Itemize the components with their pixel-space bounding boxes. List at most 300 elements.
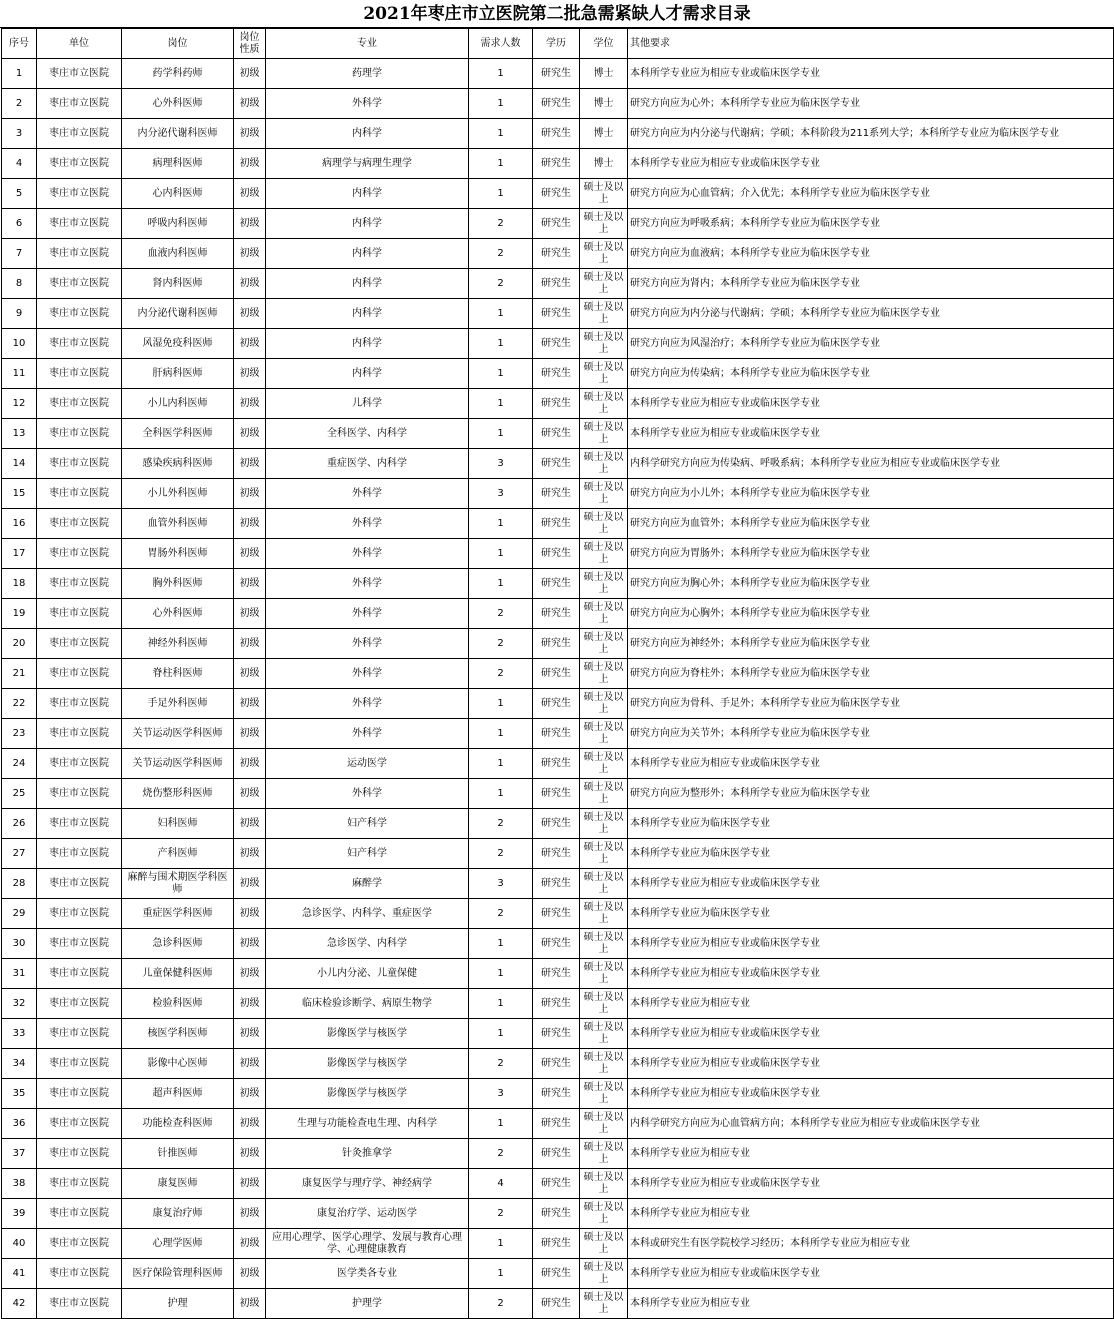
major-cell: 内科学 [266, 119, 469, 149]
seq-cell: 23 [2, 719, 37, 749]
position-cell: 功能检查科医师 [122, 1109, 234, 1139]
education-cell: 研究生 [533, 1109, 580, 1139]
degree-cell: 硕士及以上 [580, 1139, 628, 1169]
unit-cell: 枣庄市立医院 [37, 869, 122, 899]
requirement-cell: 本科所学专业应为相应专业或临床医学专业 [628, 419, 1114, 449]
position-cell: 康复治疗师 [122, 1199, 234, 1229]
major-cell: 外科学 [266, 719, 469, 749]
table-row [2, 59, 1114, 89]
seq-cell: 24 [2, 749, 37, 779]
education-cell: 研究生 [533, 1289, 580, 1319]
unit-cell: 枣庄市立医院 [37, 1199, 122, 1229]
table-row [2, 1199, 1114, 1229]
requirement-cell: 研究方向应为心血管病；介入优先；本科所学专业应为临床医学专业 [628, 179, 1114, 209]
table-row [2, 659, 1114, 689]
header-cell: 专业 [266, 29, 469, 59]
degree-cell: 博士 [580, 59, 628, 89]
position-cell: 产科医师 [122, 839, 234, 869]
seq-cell: 5 [2, 179, 37, 209]
education-cell: 研究生 [533, 1169, 580, 1199]
education-cell: 研究生 [533, 659, 580, 689]
nature-cell: 初级 [234, 359, 266, 389]
unit-cell: 枣庄市立医院 [37, 59, 122, 89]
nature-cell: 初级 [234, 269, 266, 299]
education-cell: 研究生 [533, 449, 580, 479]
requirement-cell: 研究方向应为脊柱外；本科所学专业应为临床医学专业 [628, 659, 1114, 689]
count-cell: 2 [469, 599, 533, 629]
unit-cell: 枣庄市立医院 [37, 1289, 122, 1319]
requirement-cell: 研究方向应为内分泌与代谢病；学硕；本科所学专业应为临床医学专业 [628, 299, 1114, 329]
nature-cell: 初级 [234, 749, 266, 779]
nature-cell: 初级 [234, 719, 266, 749]
degree-cell: 硕士及以上 [580, 1019, 628, 1049]
seq-cell: 20 [2, 629, 37, 659]
count-cell: 3 [469, 1079, 533, 1109]
major-cell: 妇产科学 [266, 839, 469, 869]
major-cell: 影像医学与核医学 [266, 1079, 469, 1109]
table-row [2, 749, 1114, 779]
major-cell: 护理学 [266, 1289, 469, 1319]
unit-cell: 枣庄市立医院 [37, 209, 122, 239]
degree-cell: 硕士及以上 [580, 1229, 628, 1259]
unit-cell: 枣庄市立医院 [37, 959, 122, 989]
count-cell: 1 [469, 299, 533, 329]
education-cell: 研究生 [533, 299, 580, 329]
major-cell: 外科学 [266, 689, 469, 719]
major-cell: 内科学 [266, 299, 469, 329]
major-cell: 内科学 [266, 329, 469, 359]
degree-cell: 硕士及以上 [580, 1109, 628, 1139]
degree-cell: 硕士及以上 [580, 449, 628, 479]
unit-cell: 枣庄市立医院 [37, 1109, 122, 1139]
seq-cell: 30 [2, 929, 37, 959]
position-cell: 手足外科医师 [122, 689, 234, 719]
degree-cell: 硕士及以上 [580, 899, 628, 929]
table-row [2, 1169, 1114, 1199]
degree-cell: 硕士及以上 [580, 1079, 628, 1109]
table-row [2, 839, 1114, 869]
count-cell: 3 [469, 479, 533, 509]
major-cell: 影像医学与核医学 [266, 1049, 469, 1079]
table-row [2, 359, 1114, 389]
requirement-cell: 研究方向应为肾内；本科所学专业应为临床医学专业 [628, 269, 1114, 299]
count-cell: 1 [469, 509, 533, 539]
major-cell: 外科学 [266, 659, 469, 689]
table-row [2, 119, 1114, 149]
education-cell: 研究生 [533, 899, 580, 929]
requirement-cell: 内科学研究方向应为传染病、呼吸系病；本科所学专业应为相应专业或临床医学专业 [628, 449, 1114, 479]
header-row [2, 29, 1114, 59]
degree-cell: 硕士及以上 [580, 1169, 628, 1199]
position-cell: 胃肠外科医师 [122, 539, 234, 569]
requirement-cell: 本科所学专业应为临床医学专业 [628, 839, 1114, 869]
major-cell: 外科学 [266, 599, 469, 629]
seq-cell: 29 [2, 899, 37, 929]
header-cell: 岗位性质 [234, 29, 266, 59]
unit-cell: 枣庄市立医院 [37, 299, 122, 329]
seq-cell: 21 [2, 659, 37, 689]
unit-cell: 枣庄市立医院 [37, 1169, 122, 1199]
seq-cell: 19 [2, 599, 37, 629]
unit-cell: 枣庄市立医院 [37, 119, 122, 149]
requirement-cell: 研究方向应为呼吸系病；本科所学专业应为临床医学专业 [628, 209, 1114, 239]
requirement-cell: 研究方向应为内分泌与代谢病；学硕；本科阶段为211系列大学；本科所学专业应为临床医学专业 [628, 119, 1114, 149]
requirement-cell: 研究方向应为风湿治疗；本科所学专业应为临床医学专业 [628, 329, 1114, 359]
requirement-cell: 研究方向应为小儿外；本科所学专业应为临床医学专业 [628, 479, 1114, 509]
position-cell: 血管外科医师 [122, 509, 234, 539]
header-cell: 需求人数 [469, 29, 533, 59]
position-cell: 感染疾病科医师 [122, 449, 234, 479]
major-cell: 儿科学 [266, 389, 469, 419]
unit-cell: 枣庄市立医院 [37, 149, 122, 179]
position-cell: 核医学科医师 [122, 1019, 234, 1049]
unit-cell: 枣庄市立医院 [37, 809, 122, 839]
nature-cell: 初级 [234, 899, 266, 929]
requirement-cell: 本科所学专业应为相应专业或临床医学专业 [628, 1049, 1114, 1079]
unit-cell: 枣庄市立医院 [37, 539, 122, 569]
nature-cell: 初级 [234, 1019, 266, 1049]
unit-cell: 枣庄市立医院 [37, 629, 122, 659]
seq-cell: 27 [2, 839, 37, 869]
unit-cell: 枣庄市立医院 [37, 659, 122, 689]
nature-cell: 初级 [234, 239, 266, 269]
requirement-cell: 本科所学专业应为相应专业 [628, 1199, 1114, 1229]
nature-cell: 初级 [234, 89, 266, 119]
degree-cell: 硕士及以上 [580, 749, 628, 779]
requirement-cell: 研究方向应为整形外；本科所学专业应为临床医学专业 [628, 779, 1114, 809]
degree-cell: 硕士及以上 [580, 509, 628, 539]
education-cell: 研究生 [533, 809, 580, 839]
page-title: 2021年枣庄市立医院第二批急需紧缺人才需求目录 [0, 0, 1114, 28]
count-cell: 1 [469, 119, 533, 149]
nature-cell: 初级 [234, 149, 266, 179]
education-cell: 研究生 [533, 509, 580, 539]
nature-cell: 初级 [234, 569, 266, 599]
degree-cell: 硕士及以上 [580, 869, 628, 899]
seq-cell: 10 [2, 329, 37, 359]
position-cell: 麻醉与围术期医学科医师 [122, 869, 234, 899]
nature-cell: 初级 [234, 509, 266, 539]
position-cell: 脊柱科医师 [122, 659, 234, 689]
education-cell: 研究生 [533, 719, 580, 749]
seq-cell: 15 [2, 479, 37, 509]
unit-cell: 枣庄市立医院 [37, 569, 122, 599]
degree-cell: 硕士及以上 [580, 1049, 628, 1079]
education-cell: 研究生 [533, 599, 580, 629]
seq-cell: 41 [2, 1259, 37, 1289]
position-cell: 护理 [122, 1289, 234, 1319]
unit-cell: 枣庄市立医院 [37, 689, 122, 719]
nature-cell: 初级 [234, 329, 266, 359]
requirement-cell: 本科所学专业应为相应专业或临床医学专业 [628, 1079, 1114, 1109]
header-cell: 单位 [37, 29, 122, 59]
major-cell: 外科学 [266, 569, 469, 599]
count-cell: 1 [469, 539, 533, 569]
nature-cell: 初级 [234, 779, 266, 809]
count-cell: 1 [469, 89, 533, 119]
header-cell: 岗位 [122, 29, 234, 59]
count-cell: 1 [469, 179, 533, 209]
unit-cell: 枣庄市立医院 [37, 1139, 122, 1169]
count-cell: 1 [469, 419, 533, 449]
position-cell: 肝病科医师 [122, 359, 234, 389]
table-body [2, 59, 1114, 1319]
requirement-cell: 本科所学专业应为相应专业或临床医学专业 [628, 1019, 1114, 1049]
major-cell: 内科学 [266, 359, 469, 389]
count-cell: 2 [469, 269, 533, 299]
unit-cell: 枣庄市立医院 [37, 419, 122, 449]
requirement-cell: 研究方向应为关节外；本科所学专业应为临床医学专业 [628, 719, 1114, 749]
seq-cell: 31 [2, 959, 37, 989]
table-row [2, 599, 1114, 629]
count-cell: 1 [469, 389, 533, 419]
nature-cell: 初级 [234, 1199, 266, 1229]
major-cell: 药理学 [266, 59, 469, 89]
unit-cell: 枣庄市立医院 [37, 929, 122, 959]
degree-cell: 硕士及以上 [580, 1259, 628, 1289]
unit-cell: 枣庄市立医院 [37, 839, 122, 869]
talent-table [1, 28, 1114, 1319]
nature-cell: 初级 [234, 419, 266, 449]
count-cell: 1 [469, 1229, 533, 1259]
unit-cell: 枣庄市立医院 [37, 509, 122, 539]
position-cell: 小儿外科医师 [122, 479, 234, 509]
major-cell: 外科学 [266, 539, 469, 569]
degree-cell: 硕士及以上 [580, 629, 628, 659]
degree-cell: 硕士及以上 [580, 389, 628, 419]
position-cell: 小儿内科医师 [122, 389, 234, 419]
count-cell: 2 [469, 209, 533, 239]
requirement-cell: 本科所学专业应为相应专业 [628, 1289, 1114, 1319]
table-row [2, 389, 1114, 419]
table-row [2, 869, 1114, 899]
major-cell: 内科学 [266, 179, 469, 209]
education-cell: 研究生 [533, 119, 580, 149]
unit-cell: 枣庄市立医院 [37, 329, 122, 359]
requirement-cell: 本科所学专业应为相应专业或临床医学专业 [628, 59, 1114, 89]
position-cell: 关节运动医学科医师 [122, 719, 234, 749]
position-cell: 心外科医师 [122, 599, 234, 629]
nature-cell: 初级 [234, 1229, 266, 1259]
requirement-cell: 研究方向应为神经外；本科所学专业应为临床医学专业 [628, 629, 1114, 659]
position-cell: 急诊科医师 [122, 929, 234, 959]
nature-cell: 初级 [234, 389, 266, 419]
major-cell: 康复治疗学、运动医学 [266, 1199, 469, 1229]
seq-cell: 28 [2, 869, 37, 899]
position-cell: 呼吸内科医师 [122, 209, 234, 239]
requirement-cell: 研究方向应为骨科、手足外；本科所学专业应为临床医学专业 [628, 689, 1114, 719]
table-row [2, 1259, 1114, 1289]
major-cell: 内科学 [266, 269, 469, 299]
major-cell: 妇产科学 [266, 809, 469, 839]
position-cell: 针推医师 [122, 1139, 234, 1169]
count-cell: 1 [469, 359, 533, 389]
count-cell: 1 [469, 689, 533, 719]
unit-cell: 枣庄市立医院 [37, 599, 122, 629]
position-cell: 内分泌代谢科医师 [122, 299, 234, 329]
count-cell: 2 [469, 1199, 533, 1229]
education-cell: 研究生 [533, 869, 580, 899]
table-row [2, 629, 1114, 659]
education-cell: 研究生 [533, 419, 580, 449]
nature-cell: 初级 [234, 179, 266, 209]
seq-cell: 2 [2, 89, 37, 119]
degree-cell: 硕士及以上 [580, 269, 628, 299]
table-row [2, 1229, 1114, 1259]
seq-cell: 13 [2, 419, 37, 449]
education-cell: 研究生 [533, 59, 580, 89]
count-cell: 1 [469, 779, 533, 809]
major-cell: 生理与功能检查电生理、内科学 [266, 1109, 469, 1139]
table-row [2, 299, 1114, 329]
position-cell: 重症医学科医师 [122, 899, 234, 929]
requirement-cell: 本科所学专业应为相应专业或临床医学专业 [628, 1259, 1114, 1289]
degree-cell: 硕士及以上 [580, 689, 628, 719]
major-cell: 针灸推拿学 [266, 1139, 469, 1169]
position-cell: 关节运动医学科医师 [122, 749, 234, 779]
table-row [2, 1289, 1114, 1319]
seq-cell: 38 [2, 1169, 37, 1199]
requirement-cell: 本科所学专业应为相应专业或临床医学专业 [628, 1169, 1114, 1199]
count-cell: 1 [469, 719, 533, 749]
major-cell: 康复医学与理疗学、神经病学 [266, 1169, 469, 1199]
major-cell: 急诊医学、内科学、重症医学 [266, 899, 469, 929]
education-cell: 研究生 [533, 989, 580, 1019]
education-cell: 研究生 [533, 1139, 580, 1169]
seq-cell: 40 [2, 1229, 37, 1259]
education-cell: 研究生 [533, 269, 580, 299]
header-cell: 其他要求 [628, 29, 1114, 59]
seq-cell: 42 [2, 1289, 37, 1319]
seq-cell: 4 [2, 149, 37, 179]
nature-cell: 初级 [234, 539, 266, 569]
education-cell: 研究生 [533, 929, 580, 959]
table-row [2, 509, 1114, 539]
degree-cell: 硕士及以上 [580, 329, 628, 359]
position-cell: 检验科医师 [122, 989, 234, 1019]
nature-cell: 初级 [234, 659, 266, 689]
unit-cell: 枣庄市立医院 [37, 989, 122, 1019]
seq-cell: 32 [2, 989, 37, 1019]
major-cell: 麻醉学 [266, 869, 469, 899]
table-row [2, 569, 1114, 599]
count-cell: 4 [469, 1169, 533, 1199]
education-cell: 研究生 [533, 629, 580, 659]
requirement-cell: 研究方向应为心外；本科所学专业应为临床医学专业 [628, 89, 1114, 119]
header-cell: 学位 [580, 29, 628, 59]
seq-cell: 11 [2, 359, 37, 389]
major-cell: 外科学 [266, 779, 469, 809]
table-row [2, 209, 1114, 239]
requirement-cell: 本科所学专业应为相应专业或临床医学专业 [628, 869, 1114, 899]
table-row [2, 689, 1114, 719]
degree-cell: 硕士及以上 [580, 599, 628, 629]
count-cell: 2 [469, 1139, 533, 1169]
position-cell: 心外科医师 [122, 89, 234, 119]
position-cell: 康复医师 [122, 1169, 234, 1199]
requirement-cell: 本科或研究生有医学院校学习经历；本科所学专业应为相应专业 [628, 1229, 1114, 1259]
seq-cell: 16 [2, 509, 37, 539]
nature-cell: 初级 [234, 1079, 266, 1109]
count-cell: 1 [469, 929, 533, 959]
position-cell: 儿童保健科医师 [122, 959, 234, 989]
count-cell: 2 [469, 839, 533, 869]
unit-cell: 枣庄市立医院 [37, 899, 122, 929]
seq-cell: 22 [2, 689, 37, 719]
seq-cell: 9 [2, 299, 37, 329]
nature-cell: 初级 [234, 689, 266, 719]
count-cell: 3 [469, 449, 533, 479]
table-row [2, 1079, 1114, 1109]
table-row [2, 1049, 1114, 1079]
degree-cell: 硕士及以上 [580, 179, 628, 209]
degree-cell: 硕士及以上 [580, 779, 628, 809]
position-cell: 心理学医师 [122, 1229, 234, 1259]
nature-cell: 初级 [234, 929, 266, 959]
education-cell: 研究生 [533, 839, 580, 869]
education-cell: 研究生 [533, 209, 580, 239]
table-row [2, 899, 1114, 929]
requirement-cell: 研究方向应为胃肠外；本科所学专业应为临床医学专业 [628, 539, 1114, 569]
position-cell: 药学科药师 [122, 59, 234, 89]
degree-cell: 硕士及以上 [580, 299, 628, 329]
degree-cell: 硕士及以上 [580, 209, 628, 239]
requirement-cell: 本科所学专业应为相应专业或临床医学专业 [628, 149, 1114, 179]
seq-cell: 1 [2, 59, 37, 89]
position-cell: 胸外科医师 [122, 569, 234, 599]
education-cell: 研究生 [533, 779, 580, 809]
nature-cell: 初级 [234, 1259, 266, 1289]
major-cell: 应用心理学、医学心理学、发展与教育心理学、心理健康教育 [266, 1229, 469, 1259]
unit-cell: 枣庄市立医院 [37, 269, 122, 299]
unit-cell: 枣庄市立医院 [37, 749, 122, 779]
table-row [2, 1139, 1114, 1169]
nature-cell: 初级 [234, 869, 266, 899]
degree-cell: 硕士及以上 [580, 839, 628, 869]
table-row [2, 89, 1114, 119]
header-cell: 学历 [533, 29, 580, 59]
education-cell: 研究生 [533, 149, 580, 179]
requirement-cell: 研究方向应为血管外；本科所学专业应为临床医学专业 [628, 509, 1114, 539]
table-row [2, 419, 1114, 449]
count-cell: 2 [469, 1289, 533, 1319]
count-cell: 2 [469, 899, 533, 929]
table-row [2, 1109, 1114, 1139]
position-cell: 妇科医师 [122, 809, 234, 839]
education-cell: 研究生 [533, 239, 580, 269]
nature-cell: 初级 [234, 1169, 266, 1199]
count-cell: 2 [469, 809, 533, 839]
position-cell: 血液内科医师 [122, 239, 234, 269]
major-cell: 内科学 [266, 209, 469, 239]
education-cell: 研究生 [533, 389, 580, 419]
major-cell: 病理学与病理生理学 [266, 149, 469, 179]
degree-cell: 硕士及以上 [580, 419, 628, 449]
nature-cell: 初级 [234, 599, 266, 629]
nature-cell: 初级 [234, 629, 266, 659]
requirement-cell: 本科所学专业应为相应专业或临床医学专业 [628, 749, 1114, 779]
major-cell: 外科学 [266, 479, 469, 509]
degree-cell: 硕士及以上 [580, 539, 628, 569]
unit-cell: 枣庄市立医院 [37, 359, 122, 389]
requirement-cell: 本科所学专业应为相应专业或临床医学专业 [628, 929, 1114, 959]
education-cell: 研究生 [533, 479, 580, 509]
degree-cell: 博士 [580, 149, 628, 179]
degree-cell: 硕士及以上 [580, 1289, 628, 1319]
seq-cell: 3 [2, 119, 37, 149]
seq-cell: 18 [2, 569, 37, 599]
position-cell: 医疗保险管理科医师 [122, 1259, 234, 1289]
